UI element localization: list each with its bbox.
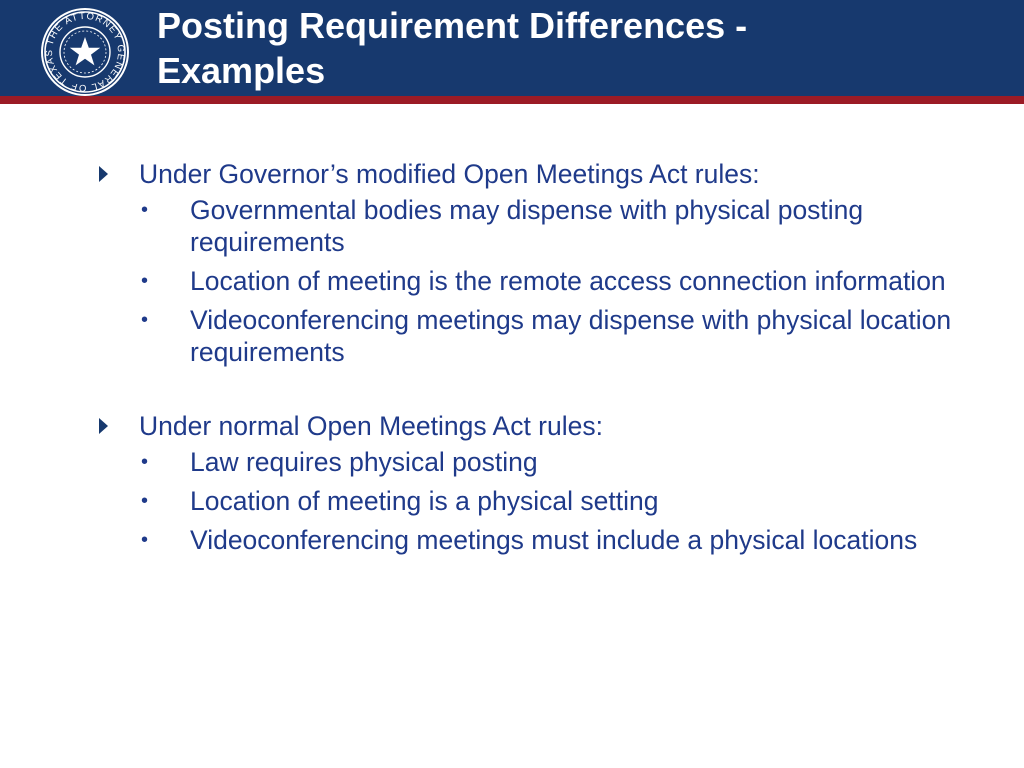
list-item xyxy=(95,524,975,556)
slide-title-line-1: Posting Requirement Differences - xyxy=(157,5,748,46)
slide-content xyxy=(95,157,975,597)
attorney-general-seal-icon xyxy=(39,6,131,98)
list-item-text: Law requires physical posting xyxy=(190,447,538,477)
bullet-list xyxy=(95,446,975,556)
bullet-dot-icon: • xyxy=(141,270,149,292)
slide-title-line-2: Examples xyxy=(157,50,326,91)
bullet-list xyxy=(95,194,975,368)
list-item-text: Location of meeting is the remote access connection information xyxy=(190,266,946,296)
seal-ring-text: THE ATTORNEY GENERAL OF TEXAS xyxy=(43,10,127,94)
section-heading-row xyxy=(95,157,975,191)
list-item-text: Videoconferencing meetings must include a physical locations xyxy=(190,525,918,555)
section-normal-rules xyxy=(95,409,975,556)
list-item-text: Location of meeting is a physical setting xyxy=(190,486,659,516)
section-heading-row xyxy=(95,409,975,443)
section-heading: Under normal Open Meetings Act rules: xyxy=(139,411,603,441)
bullet-dot-icon: • xyxy=(141,529,149,551)
bullet-dot-icon: • xyxy=(141,490,149,512)
header-stripe xyxy=(0,96,1024,104)
list-item xyxy=(95,304,975,368)
arrow-bullet-icon xyxy=(99,166,108,182)
list-item xyxy=(95,194,975,258)
list-item xyxy=(95,446,975,478)
list-item-text: Videoconferencing meetings may dispense with physical location requirements xyxy=(190,305,952,367)
section-governor-rules xyxy=(95,157,975,368)
bullet-dot-icon: • xyxy=(141,309,149,331)
slide-title xyxy=(157,3,997,93)
list-item xyxy=(95,265,975,297)
arrow-bullet-icon xyxy=(99,418,108,434)
bullet-dot-icon: • xyxy=(141,199,149,221)
list-item xyxy=(95,485,975,517)
bullet-dot-icon: • xyxy=(141,451,149,473)
section-heading: Under Governor’s modified Open Meetings Act rules: xyxy=(139,159,760,189)
list-item-text: Governmental bodies may dispense with physical posting requirements xyxy=(190,195,864,257)
